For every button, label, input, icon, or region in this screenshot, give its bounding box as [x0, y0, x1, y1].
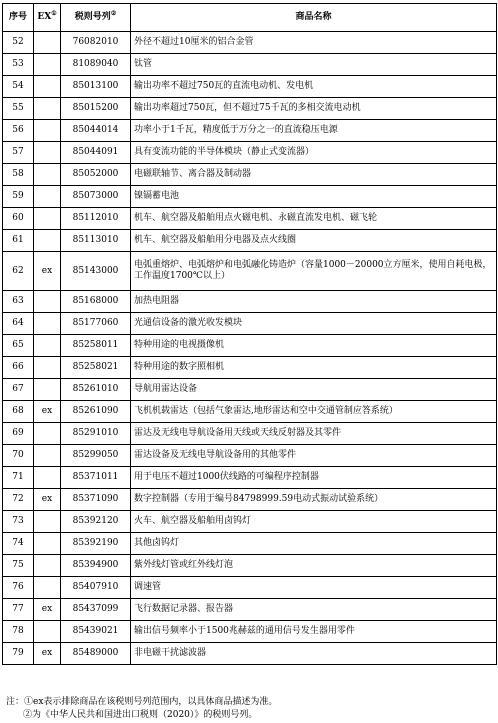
- row-ex: [34, 555, 61, 577]
- row-code: 85113010: [61, 230, 131, 252]
- row-code: 85392190: [61, 533, 131, 555]
- row-ex: [34, 76, 61, 98]
- row-name: 镍镉蓄电池: [131, 186, 497, 208]
- row-ex: [34, 54, 61, 76]
- row-name: 输出功率超过750瓦，但不超过75千瓦的多相交流电动机: [131, 98, 497, 120]
- footnote-2: ②为《中华人民共和国进出口税则（2020）》的税则号列。: [23, 710, 258, 720]
- row-name: 雷达设备及无线电导航设备用的其他零件: [131, 445, 497, 467]
- row-name: 机车、航空器及船舶用分电器及点火线圈: [131, 230, 497, 252]
- table-row: [3, 599, 497, 621]
- row-code: 85371011: [61, 467, 131, 489]
- row-seq: 64: [3, 313, 34, 335]
- row-ex: [34, 357, 61, 379]
- row-seq: 67: [3, 379, 34, 401]
- row-ex: [34, 621, 61, 643]
- row-ex: [34, 423, 61, 445]
- table-row: [3, 577, 497, 599]
- row-code: 85168000: [61, 291, 131, 313]
- table-row: [3, 291, 497, 313]
- row-ex: [34, 142, 61, 164]
- table-row: [3, 186, 497, 208]
- table-row: [3, 76, 497, 98]
- row-seq: 72: [3, 489, 34, 511]
- row-code: 85258021: [61, 357, 131, 379]
- row-name: 用于电压不超过1000伏线路的可编程序控制器: [131, 467, 497, 489]
- row-seq: 65: [3, 335, 34, 357]
- row-name: 机车、航空器及船舶用点火磁电机、永磁直流发电机、磁飞轮: [131, 208, 497, 230]
- header-ex-footnote-mark: ①: [51, 10, 57, 17]
- row-code: 85437099: [61, 599, 131, 621]
- row-name: 非电磁干扰滤波器: [131, 643, 497, 665]
- row-code: 85052000: [61, 164, 131, 186]
- row-code: 85143000: [61, 252, 131, 291]
- row-seq: 61: [3, 230, 34, 252]
- table-body: [3, 32, 497, 665]
- row-name: 数字控制器（专用于编号84798999.59电动式振动试验系统）: [131, 489, 497, 511]
- row-code: 85261090: [61, 401, 131, 423]
- row-seq: 63: [3, 291, 34, 313]
- table-row: [3, 401, 497, 423]
- row-name: 输出信号频率小于1500兆赫兹的通用信号发生器用零件: [131, 621, 497, 643]
- row-name: 加热电阻器: [131, 291, 497, 313]
- row-seq: 74: [3, 533, 34, 555]
- row-name: 外径不超过10厘米的铝合金管: [131, 32, 497, 54]
- row-seq: 79: [3, 643, 34, 665]
- row-ex: [34, 379, 61, 401]
- row-name: 飞机机载雷达（包括气象雷达,地形雷达和空中交通管制应答系统）: [131, 401, 497, 423]
- row-name: 调速管: [131, 577, 497, 599]
- row-name: 功率小于1千瓦，精度低于万分之一的直流稳压电源: [131, 120, 497, 142]
- goods-table: [2, 3, 497, 665]
- footnote-1: 注：①ex表示排除商品在该税则号列范围内，以具体商品描述为准。: [6, 697, 278, 707]
- header-code-footnote-mark: ②: [110, 10, 117, 17]
- header-ex: [34, 4, 61, 32]
- row-code: 85177060: [61, 313, 131, 335]
- row-seq: 62: [3, 252, 34, 291]
- row-name: 其他卤钨灯: [131, 533, 497, 555]
- row-code: 85394900: [61, 555, 131, 577]
- row-name: 输出功率不超过750瓦的直流电动机、发电机: [131, 76, 497, 98]
- row-name: 光通信设备的激光收发模块: [131, 313, 497, 335]
- row-ex: [34, 120, 61, 142]
- row-seq: 71: [3, 467, 34, 489]
- row-ex: [34, 186, 61, 208]
- row-ex: [34, 164, 61, 186]
- row-name: 导航用雷达设备: [131, 379, 497, 401]
- row-seq: 77: [3, 599, 34, 621]
- row-seq: 78: [3, 621, 34, 643]
- table-row: [3, 208, 497, 230]
- row-ex: [34, 98, 61, 120]
- row-code: 85392120: [61, 511, 131, 533]
- row-ex: [34, 577, 61, 599]
- row-seq: 73: [3, 511, 34, 533]
- header-code: [61, 4, 131, 32]
- row-code: 85044091: [61, 142, 131, 164]
- table-row: [3, 489, 497, 511]
- table-row: [3, 643, 497, 665]
- row-seq: 56: [3, 120, 34, 142]
- table-header-row: [3, 4, 497, 32]
- row-code: 85489000: [61, 643, 131, 665]
- row-ex: [34, 291, 61, 313]
- row-seq: 75: [3, 555, 34, 577]
- table-row: [3, 54, 497, 76]
- row-ex: [34, 313, 61, 335]
- row-seq: 60: [3, 208, 34, 230]
- table-row: [3, 252, 497, 291]
- row-seq: 70: [3, 445, 34, 467]
- table-row: [3, 142, 497, 164]
- row-seq: 53: [3, 54, 34, 76]
- row-name: 紫外线灯管或红外线灯泡: [131, 555, 497, 577]
- row-ex: [34, 533, 61, 555]
- row-code: 85261010: [61, 379, 131, 401]
- table-row: [3, 313, 497, 335]
- header-seq: 序号: [3, 4, 34, 32]
- table-row: [3, 621, 497, 643]
- row-name: 特种用途的电视摄像机: [131, 335, 497, 357]
- row-code: 85299050: [61, 445, 131, 467]
- row-name: 电弧重熔炉、电弧熔炉和电弧融化铸造炉（容量1000－20000立方厘米，使用自耗电极，工作温度1700℃以上）: [131, 252, 497, 291]
- row-ex: [34, 32, 61, 54]
- row-seq: 69: [3, 423, 34, 445]
- header-name: 商品名称: [131, 4, 497, 32]
- row-code: 85015200: [61, 98, 131, 120]
- row-seq: 66: [3, 357, 34, 379]
- table-row: [3, 467, 497, 489]
- table-row: [3, 335, 497, 357]
- row-ex: ex: [34, 252, 61, 291]
- row-name: 钛管: [131, 54, 497, 76]
- row-code: 76082010: [61, 32, 131, 54]
- row-name: 雷达及无线电导航设备用天线或天线反射器及其零件: [131, 423, 497, 445]
- table-row: [3, 511, 497, 533]
- row-seq: 55: [3, 98, 34, 120]
- row-seq: 68: [3, 401, 34, 423]
- row-name: 电磁联轴节、离合器及制动器: [131, 164, 497, 186]
- row-code: 85371090: [61, 489, 131, 511]
- row-ex: ex: [34, 599, 61, 621]
- row-seq: 54: [3, 76, 34, 98]
- row-ex: ex: [34, 643, 61, 665]
- row-code: 85439021: [61, 621, 131, 643]
- table-row: [3, 120, 497, 142]
- row-code: 85112010: [61, 208, 131, 230]
- row-code: 85258011: [61, 335, 131, 357]
- row-ex: [34, 511, 61, 533]
- row-name: 具有变流功能的半导体模块（静止式变流器）: [131, 142, 497, 164]
- row-ex: [34, 467, 61, 489]
- row-ex: ex: [34, 489, 61, 511]
- header-code-label: 税则号列: [74, 12, 111, 22]
- row-seq: 59: [3, 186, 34, 208]
- row-name: 飞行数据记录器、报告器: [131, 599, 497, 621]
- header-ex-label: EX: [37, 12, 52, 22]
- table-row: [3, 555, 497, 577]
- table-row: [3, 357, 497, 379]
- table-row: [3, 164, 497, 186]
- row-ex: ex: [34, 401, 61, 423]
- table-row: [3, 230, 497, 252]
- table-row: [3, 445, 497, 467]
- table-row: [3, 98, 497, 120]
- row-code: 85073000: [61, 186, 131, 208]
- row-seq: 57: [3, 142, 34, 164]
- row-name: 火车、航空器及船舶用卤钨灯: [131, 511, 497, 533]
- row-code: 85013100: [61, 76, 131, 98]
- row-ex: [34, 445, 61, 467]
- table-row: [3, 423, 497, 445]
- row-code: 85291010: [61, 423, 131, 445]
- table-row: [3, 533, 497, 555]
- row-ex: [34, 208, 61, 230]
- row-seq: 58: [3, 164, 34, 186]
- row-name: 特种用途的数字照相机: [131, 357, 497, 379]
- row-ex: [34, 335, 61, 357]
- row-ex: [34, 230, 61, 252]
- row-code: 85044014: [61, 120, 131, 142]
- row-code: 85407910: [61, 577, 131, 599]
- footnotes: [6, 696, 494, 722]
- row-seq: 52: [3, 32, 34, 54]
- row-code: 81089040: [61, 54, 131, 76]
- table-row: [3, 32, 497, 54]
- table-row: [3, 379, 497, 401]
- row-seq: 76: [3, 577, 34, 599]
